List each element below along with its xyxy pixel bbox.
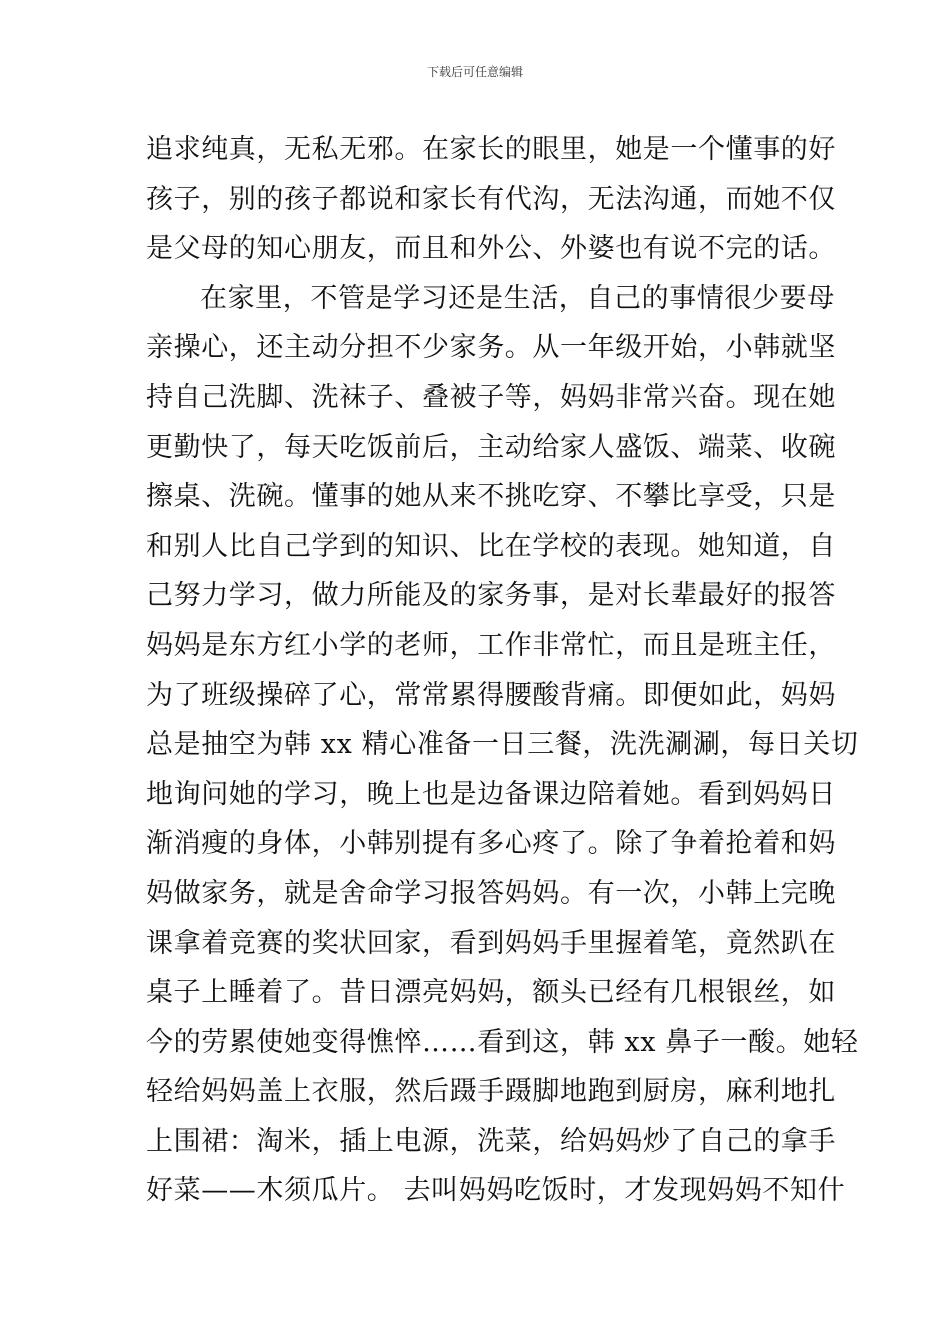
page-header: 下载后可任意编辑 xyxy=(426,65,523,79)
text-line: 妈做家务，就是舍命学习报答妈妈。有一次，小韩上完晚 xyxy=(146,877,836,909)
paragraph-start-line: 在家里，不管是学习还是生活，自己的事情很少要母 xyxy=(200,282,835,314)
text-line: 地询问她的学习，晚上也是边备课边陪着她。看到妈妈日 xyxy=(146,778,836,810)
text-line: 上围裙：淘米，插上电源，洗菜，给妈妈炒了自己的拿手 xyxy=(146,1125,836,1157)
text-line: 为了班级操碎了心，常常累得腰酸背痛。即便如此，妈妈 xyxy=(146,679,836,711)
text-line: 好菜——木须瓜片。 去叫妈妈吃饭时，才发现妈妈不知什 xyxy=(146,1175,846,1207)
document-body xyxy=(146,125,859,1216)
text-line: 桌子上睡着了。昔日漂亮妈妈，额头已经有几根银丝，如 xyxy=(146,977,836,1009)
text-line: 课拿着竞赛的奖状回家，看到妈妈手里握着笔，竟然趴在 xyxy=(146,927,836,959)
text-line: 总是抽空为韩 xx 精心准备一日三餐，洗洗涮涮，每日关切 xyxy=(146,729,859,761)
text-line: 和别人比自己学到的知识、比在学校的表现。她知道，自 xyxy=(146,530,836,562)
text-line: 更勤快了，每天吃饭前后，主动给家人盛饭、端菜、收碗 xyxy=(146,431,836,463)
text-line: 孩子，别的孩子都说和家长有代沟，无法沟通，而她不仅 xyxy=(146,183,836,215)
text-line: 今的劳累使她变得憔悴……看到这，韩 xx 鼻子一酸。她轻 xyxy=(146,1026,859,1058)
text-line: 是父母的知心朋友，而且和外公、外婆也有说不完的话。 xyxy=(146,233,836,265)
text-line: 渐消瘦的身体，小韩别提有多心疼了。除了争着抢着和妈 xyxy=(146,828,836,860)
text-line: 持自己洗脚、洗袜子、叠被子等，妈妈非常兴奋。现在她 xyxy=(146,381,836,413)
text-line: 妈妈是东方红小学的老师，工作非常忙，而且是班主任， xyxy=(146,629,836,661)
text-line: 轻给妈妈盖上衣服，然后蹑手蹑脚地跑到厨房，麻利地扎 xyxy=(146,1076,836,1108)
text-line: 擦桌、洗碗。懂事的她从来不挑吃穿、不攀比享受，只是 xyxy=(146,481,836,513)
text-line: 追求纯真，无私无邪。在家长的眼里，她是一个懂事的好 xyxy=(146,134,836,165)
text-line: 己努力学习，做力所能及的家务事，是对长辈最好的报答 xyxy=(146,580,836,612)
text-line: 亲操心，还主动分担不少家务。从一年级开始，小韩就坚 xyxy=(146,332,836,364)
